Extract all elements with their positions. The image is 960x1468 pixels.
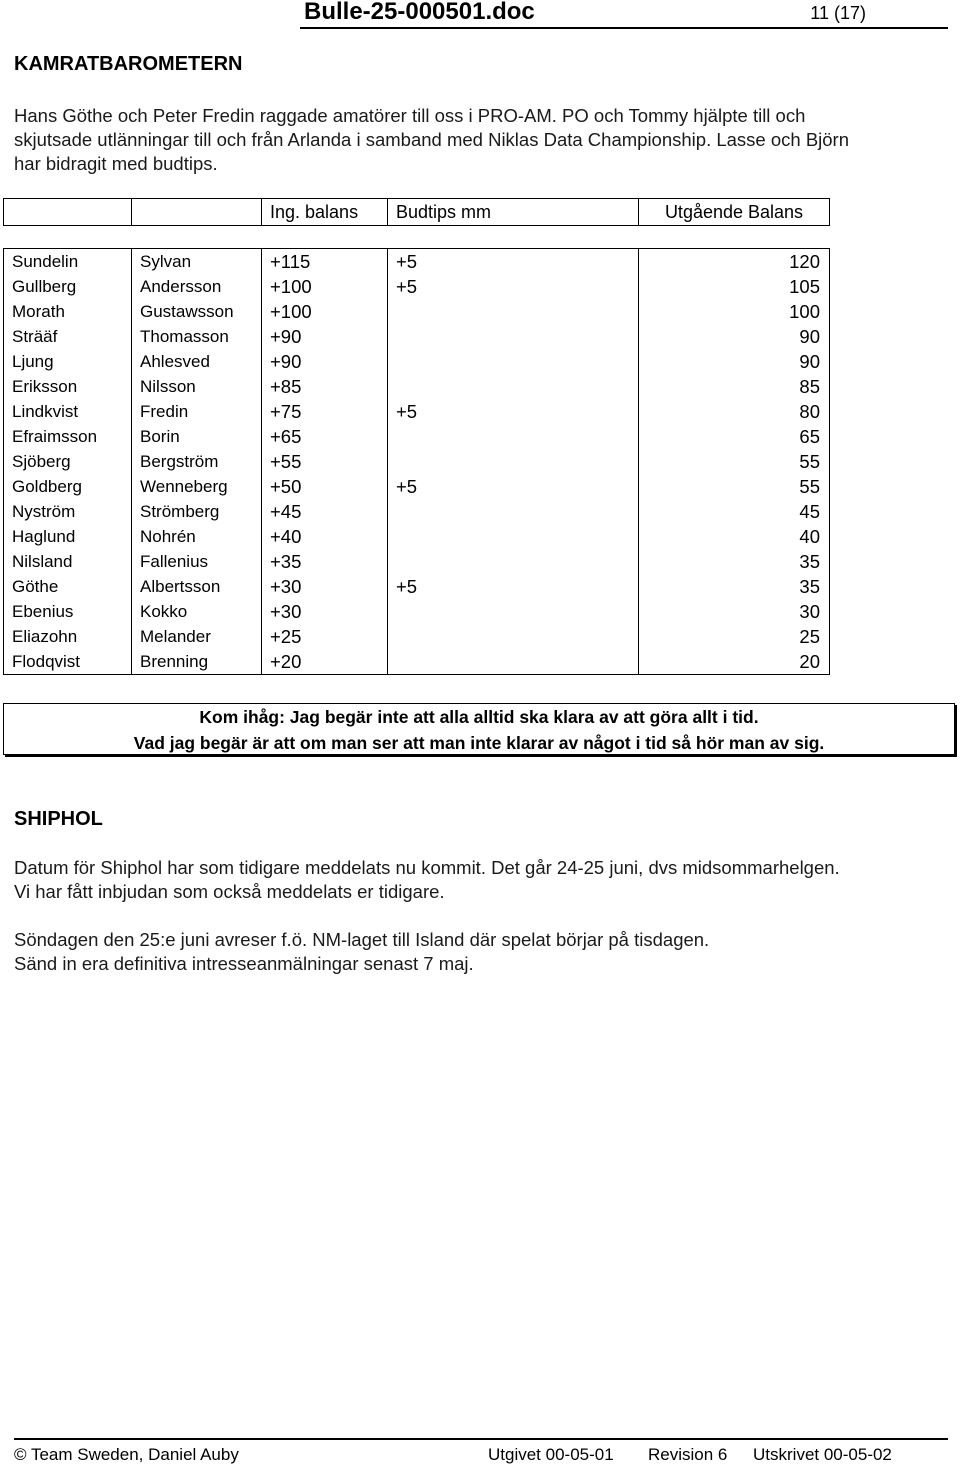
cell-last-name: Flodqvist [4,649,132,674]
table-row [4,299,829,324]
cell-budtips [388,499,639,524]
cell-utgaende-balans: 35 [799,551,820,572]
cell-partner-name: Andersson [132,274,262,299]
cell-ing-balans: +90 [262,349,388,374]
text-line: skjutsade utlänningar till och från Arlanda i samband med Niklas Data Championship. Lasse och Björn [14,129,850,150]
table-row [4,449,829,474]
cell-utgaende-balans: 90 [799,351,820,372]
header-cell [4,199,132,225]
cell-ing-balans: +20 [262,649,388,674]
cell-last-name: Strääf [4,324,132,349]
document-name: Bulle-25-000501.doc [304,0,535,25]
table-row [4,574,829,599]
table-row [4,499,829,524]
header-cell-ing-balans: Ing. balans [262,199,388,225]
cell-partner-name: Fredin [132,399,262,424]
cell-utgaende-balans: 100 [789,301,820,322]
cell-partner-name: Albertsson [132,574,262,599]
cell-ing-balans: +90 [262,324,388,349]
section-title-kamratbarometern: KAMRATBAROMETERN [14,53,243,75]
cell-partner-name: Bergström [132,449,262,474]
cell-budtips [388,524,639,549]
section-title-shiphol: SHIPHOL [14,808,103,830]
cell-budtips: +5 [388,474,639,499]
table-row [4,324,829,349]
cell-utgaende-balans: 40 [799,526,820,547]
text-line: Sänd in era definitiva intresseanmälningar senast 7 maj. [14,953,474,974]
cell-utgaende-balans: 45 [799,501,820,522]
header-cell [132,199,262,225]
cell-last-name: Eliazohn [4,624,132,649]
table-row [4,349,829,374]
text-line: Vi har fått inbjudan som också meddelats er tidigare. [14,881,445,902]
cell-utgaende-balans: 85 [799,376,820,397]
page-number: 11 (17) [810,3,866,23]
table-row [4,374,829,399]
table-row [4,549,829,574]
cell-utgaende-balans: 35 [799,576,820,597]
cell-last-name: Goldberg [4,474,132,499]
cell-budtips [388,549,639,574]
cell-ing-balans: +50 [262,474,388,499]
cell-budtips [388,649,639,674]
table-row [4,524,829,549]
cell-budtips: +5 [388,274,639,299]
cell-ing-balans: +100 [262,274,388,299]
table-row [4,599,829,624]
cell-utgaende-balans: 25 [799,626,820,647]
footer-printed: Utskrivet 00-05-02 [753,1445,892,1464]
page-footer [14,1438,948,1464]
cell-last-name: Lindkvist [4,399,132,424]
cell-ing-balans: +115 [262,249,388,274]
cell-ing-balans: +30 [262,574,388,599]
cell-last-name: Nilsland [4,549,132,574]
cell-ing-balans: +75 [262,399,388,424]
cell-budtips: +5 [388,574,639,599]
cell-utgaende-balans: 65 [799,426,820,447]
text-line: Hans Göthe och Peter Fredin raggade amatörer till oss i PRO-AM. PO och Tommy hjälpte till och [14,105,806,126]
intro-paragraph [14,104,849,176]
cell-partner-name: Melander [132,624,262,649]
header-cell-utgaende-balans: Utgående Balans [664,202,804,222]
cell-partner-name: Wenneberg [132,474,262,499]
cell-partner-name: Ahlesved [132,349,262,374]
shiphol-paragraph-1 [14,856,840,904]
cell-ing-balans: +25 [262,624,388,649]
footer-revision: Revision 6 [648,1445,728,1464]
text-line: har bidragit med budtips. [14,153,218,174]
cell-ing-balans: +35 [262,549,388,574]
footer-issued: Utgivet 00-05-01 [488,1445,614,1464]
table-header-row [3,198,830,226]
cell-last-name: Sundelin [4,249,132,274]
header-cell-budtips: Budtips mm [388,199,639,225]
cell-utgaende-balans: 120 [789,251,820,272]
cell-ing-balans: +100 [262,299,388,324]
shiphol-paragraph-2 [14,928,709,976]
cell-ing-balans: +85 [262,374,388,399]
balance-table [3,198,830,675]
cell-last-name: Eriksson [4,374,132,399]
reminder-line-2: Vad jag begär är att om man ser att man inte klarar av något i tid så hör man av sig. [133,733,825,753]
cell-last-name: Efraimsson [4,424,132,449]
table-body [3,248,830,675]
cell-partner-name: Thomasson [132,324,262,349]
cell-partner-name: Brenning [132,649,262,674]
cell-last-name: Morath [4,299,132,324]
cell-last-name: Nyström [4,499,132,524]
cell-partner-name: Fallenius [132,549,262,574]
cell-budtips [388,374,639,399]
cell-last-name: Haglund [4,524,132,549]
cell-utgaende-balans: 30 [799,601,820,622]
cell-last-name: Sjöberg [4,449,132,474]
cell-ing-balans: +65 [262,424,388,449]
cell-utgaende-balans: 105 [789,276,820,297]
footer-copyright: © Team Sweden, Daniel Auby [14,1445,239,1464]
cell-partner-name: Strömberg [132,499,262,524]
cell-ing-balans: +55 [262,449,388,474]
cell-utgaende-balans: 20 [799,651,820,672]
table-row [4,649,829,674]
cell-budtips [388,324,639,349]
cell-last-name: Ljung [4,349,132,374]
cell-last-name: Göthe [4,574,132,599]
table-row [4,399,829,424]
text-line: Söndagen den 25:e juni avreser f.ö. NM-laget till Island där spelat börjar på tisdagen. [14,929,710,950]
page-header [300,0,948,29]
cell-partner-name: Gustawsson [132,299,262,324]
cell-utgaende-balans: 55 [799,476,820,497]
cell-utgaende-balans: 55 [799,451,820,472]
text-line: Datum för Shiphol har som tidigare meddelats nu kommit. Det går 24-25 juni, dvs midsommarhelgen. [14,857,840,878]
cell-last-name: Gullberg [4,274,132,299]
cell-budtips: +5 [388,249,639,274]
cell-budtips [388,349,639,374]
cell-ing-balans: +45 [262,499,388,524]
cell-utgaende-balans: 90 [799,326,820,347]
reminder-box [3,703,955,755]
cell-last-name: Ebenius [4,599,132,624]
cell-budtips [388,424,639,449]
reminder-line-1: Kom ihåg: Jag begär inte att alla alltid ska klara av att göra allt i tid. [199,707,759,727]
table-row [4,424,829,449]
cell-partner-name: Nohrén [132,524,262,549]
cell-ing-balans: +40 [262,524,388,549]
table-row [4,249,829,274]
cell-partner-name: Nilsson [132,374,262,399]
cell-budtips [388,449,639,474]
cell-ing-balans: +30 [262,599,388,624]
table-row [4,624,829,649]
cell-budtips: +5 [388,399,639,424]
cell-budtips [388,299,639,324]
cell-budtips [388,599,639,624]
table-row [4,274,829,299]
cell-utgaende-balans: 80 [799,401,820,422]
cell-partner-name: Sylvan [132,249,262,274]
cell-partner-name: Borin [132,424,262,449]
cell-budtips [388,624,639,649]
table-row [4,474,829,499]
cell-partner-name: Kokko [132,599,262,624]
